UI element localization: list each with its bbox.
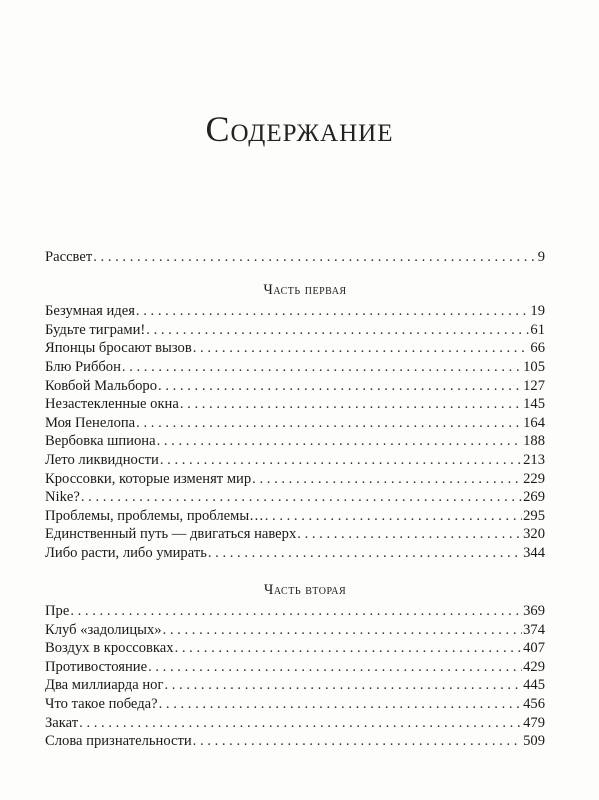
toc-entry-page-number: 509 [523, 733, 545, 750]
toc-entry [45, 395, 545, 414]
dot-leader [70, 602, 522, 621]
toc-entry [45, 488, 545, 507]
toc-entry-title: Безумная идея [45, 303, 135, 320]
toc-entry-title: Клуб «задолицых» [45, 621, 162, 638]
toc-entry-title: Рассвет [45, 249, 93, 265]
toc-entry-title: Закат [45, 714, 79, 731]
toc-entry-title: Воздух в кроссовках [45, 640, 174, 657]
toc-entry-page-number: 188 [523, 433, 545, 450]
toc-entry [45, 525, 545, 544]
toc-entry-page-number: 145 [523, 396, 545, 413]
dot-leader [93, 248, 536, 267]
dot-leader [164, 676, 522, 695]
toc-entry-title: Незастекленные окна [45, 396, 179, 413]
toc-entry-page-number: 9 [537, 249, 545, 265]
toc-entry [45, 248, 545, 267]
toc-entry-page-number: 369 [523, 603, 545, 620]
dot-leader [146, 321, 529, 340]
toc-entry-title: Nike? [45, 489, 80, 506]
toc-entry [45, 544, 545, 563]
toc-entry-title: Единственный путь — двигаться наверх [45, 526, 297, 543]
toc-entry-title: Два миллиарда ног [45, 677, 164, 694]
toc-entry [45, 676, 545, 695]
toc-entry-page-number: 295 [523, 507, 545, 524]
toc-entry-title: Противостояние [45, 658, 148, 675]
toc-entry-page-number: 320 [523, 526, 545, 543]
part-one-section [45, 302, 545, 562]
toc-entry [45, 658, 545, 677]
spacer [45, 563, 545, 581]
toc-entry-page-number: 269 [523, 489, 545, 506]
dot-leader [158, 377, 522, 396]
toc-entry-title: Блю Риббон [45, 358, 121, 375]
toc-entry-page-number: 407 [523, 640, 545, 657]
part-one-heading: Часть первая [263, 281, 347, 298]
dot-leader [193, 732, 522, 751]
toc-entry-page-number: 429 [523, 658, 545, 675]
toc-entry-title: Что такое победа? [45, 696, 158, 713]
toc-entry-page-number: 66 [530, 340, 545, 357]
intro-section [45, 248, 545, 267]
toc-entry-page-number: 456 [523, 696, 545, 713]
toc-entry [45, 321, 545, 340]
toc-entry-title: Моя Пенелопа [45, 414, 136, 431]
dot-leader [160, 451, 522, 470]
dot-leader [265, 507, 522, 526]
toc-entry [45, 507, 545, 526]
toc-entry-page-number: 445 [523, 677, 545, 694]
dot-leader [122, 358, 522, 377]
toc-entry-title: Слова признательности [45, 733, 192, 750]
toc-entry [45, 377, 545, 396]
toc-entry [45, 714, 545, 733]
dot-leader [175, 639, 523, 658]
part-two-heading: Часть вторая [263, 581, 347, 598]
toc-entry-page-number: 19 [530, 303, 545, 320]
toc-entry-page-number: 374 [523, 621, 545, 638]
toc-entry [45, 358, 545, 377]
toc-entry [45, 302, 545, 321]
page-title: Содержание [205, 109, 394, 149]
toc-entry-page-number: 61 [530, 321, 545, 338]
toc-entry [45, 414, 545, 433]
toc-entry-title: Японцы бросают вызов [45, 340, 192, 357]
dot-leader [148, 658, 522, 677]
toc-entry-title: Будьте тиграми! [45, 321, 146, 338]
dot-leader [79, 714, 522, 733]
toc-entry [45, 432, 545, 451]
toc-entry-title: Лето ликвидности [45, 451, 159, 468]
toc-entry [45, 732, 545, 751]
dot-leader [208, 544, 522, 563]
toc-entry-page-number: 229 [523, 470, 545, 487]
toc-entry [45, 639, 545, 658]
part-two-section [45, 602, 545, 751]
dot-leader [159, 695, 523, 714]
toc-entry [45, 339, 545, 358]
toc-entry-page-number: 479 [523, 714, 545, 731]
toc-entry [45, 602, 545, 621]
toc-entry-title: Пре [45, 603, 70, 620]
dot-leader [297, 525, 522, 544]
toc-entry-title: Проблемы, проблемы, проблемы… [45, 507, 264, 524]
dot-leader [193, 339, 530, 358]
dot-leader [81, 488, 522, 507]
dot-leader [157, 432, 523, 451]
dot-leader [163, 621, 523, 640]
toc-entry [45, 695, 545, 714]
toc-entry-title: Вербовка шпиона [45, 433, 156, 450]
toc-entry [45, 621, 545, 640]
toc-entry-page-number: 164 [523, 414, 545, 431]
toc-entry-title: Ковбой Мальборо [45, 377, 158, 394]
toc-entry-page-number: 127 [523, 377, 545, 394]
spacer [45, 267, 545, 281]
toc-entry [45, 470, 545, 489]
toc-entry-title: Кроссовки, которые изменят мир [45, 470, 252, 487]
table-of-contents [45, 248, 545, 751]
toc-entry-page-number: 344 [523, 544, 545, 561]
toc-entry-page-number: 213 [523, 451, 545, 468]
dot-leader [136, 302, 529, 321]
dot-leader [252, 470, 522, 489]
dot-leader [136, 414, 522, 433]
dot-leader [180, 395, 522, 414]
toc-entry-title: Либо расти, либо умирать [45, 544, 207, 561]
toc-entry-page-number: 105 [523, 358, 545, 375]
toc-entry [45, 451, 545, 470]
